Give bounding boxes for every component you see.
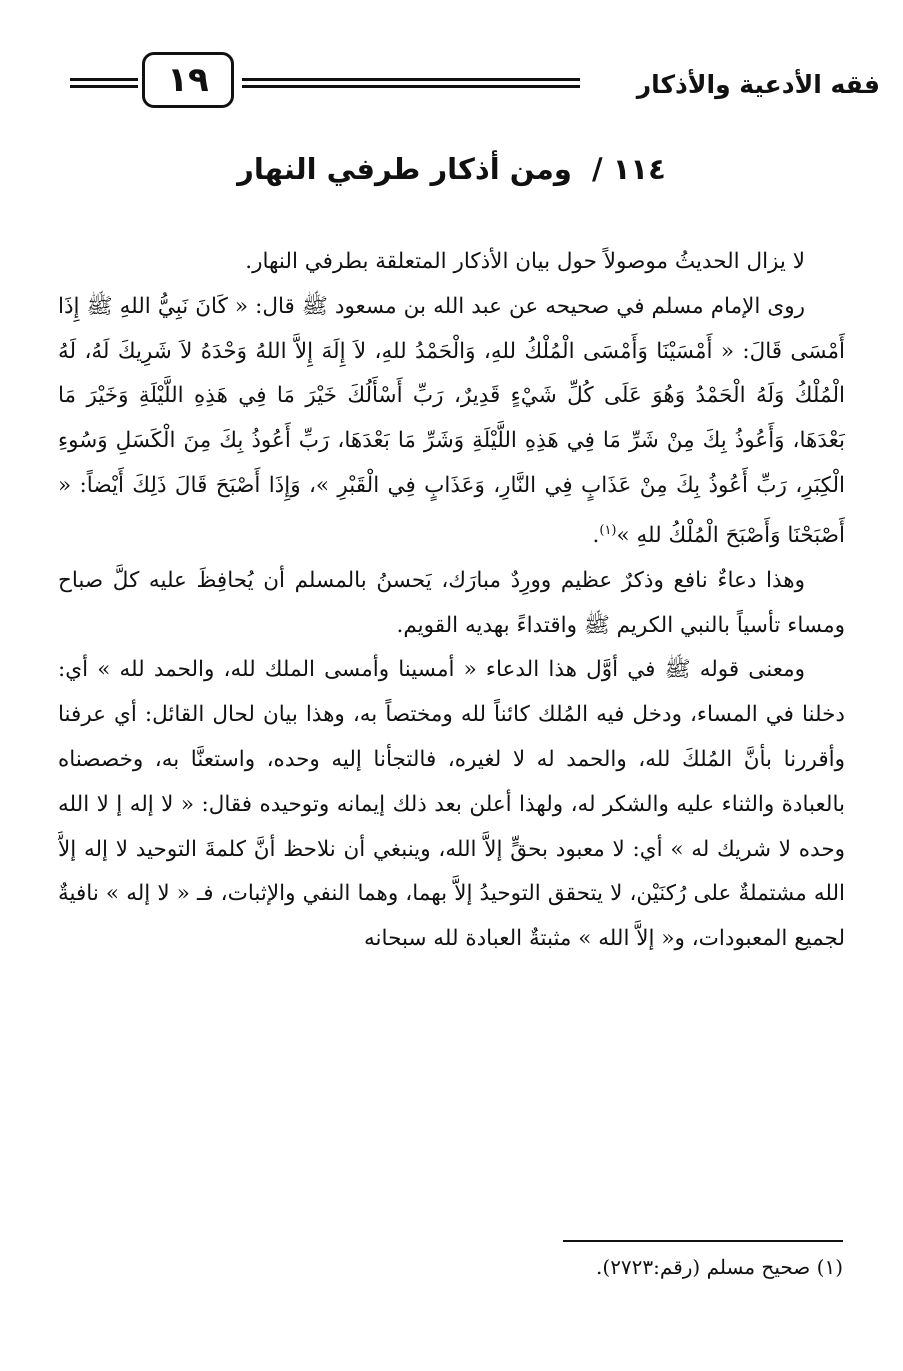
section-number: ١١٤ / bbox=[592, 152, 666, 186]
header-rule bbox=[70, 85, 138, 88]
page-header bbox=[70, 52, 880, 132]
section-heading: ومن أذكار طرفي النهار bbox=[237, 152, 572, 186]
header-rule bbox=[242, 85, 580, 88]
paragraph: وهذا دعاءٌ نافع وذكرٌ عظيم وورِدٌ مبارَك، يَحسنُ بالمسلم أن يُحافِظَ عليه كلَّ صباح ومساء تأسياً بالنبي الكريم ﷺ واقتداءً بهديه القويم. bbox=[58, 567, 845, 638]
footnote: (١) صحيح مسلم (رقم:٢٧٢٣). bbox=[596, 1255, 843, 1279]
body-text bbox=[58, 240, 845, 1220]
footnote-marker: (١) bbox=[599, 522, 617, 538]
book-title: فقه الأدعية والأذكار bbox=[636, 70, 880, 99]
header-rule bbox=[242, 78, 580, 81]
paragraph: لا يزال الحديثُ موصولاً حول بيان الأذكار المتعلقة بطرفي النهار. bbox=[245, 249, 805, 274]
header-rule bbox=[70, 78, 138, 81]
section-title bbox=[150, 152, 753, 186]
paragraph-text: روى الإمام مسلم في صحيحه عن عبد الله بن مسعود ﷺ قال: « كَانَ نَبِيُّ اللهِ ﷺ إِذَا أَمْسَى قَالَ: « أَمْسَيْنَا وَأَمْسَى الْمُلْكُ للهِ، وَالْحَمْدُ للهِ، لاَ إِلَهَ إِلاَّ اللهُ وَحْدَهُ لاَ شَرِيكَ لَهُ، لَهُ الْمُلْكُ وَلَهُ الْحَمْدُ وَهُوَ عَلَى كُلِّ شَيْءٍ قَدِيرٌ، رَبِّ أَسْأَلُكَ خَيْرَ مَا فِي هَذِهِ اللَّيْلَةِ وَخَيْرَ مَا بَعْدَهَا، وَأَعُوذُ بِكَ مِنْ شَرِّ مَا فِي هَذِهِ اللَّيْلَةِ وَشَرِّ مَا بَعْدَهَا، رَبِّ أَعُوذُ بِكَ مِنَ الْكَسَلِ وَسُوءِ الْكِبَرِ، رَبِّ أَعُوذُ بِكَ مِنْ عَذَابٍ فِي النَّارِ، وَعَذَابٍ فِي الْقَبْرِ »، وَإِذَا أَصْبَحَ قَالَ ذَلِكَ أَيْضاً: « أَصْبَحْنَا وَأَصْبَحَ الْمُلْكُ للهِ » bbox=[58, 293, 845, 548]
page-number: ١٩ bbox=[142, 52, 234, 108]
footnote-rule bbox=[563, 1240, 843, 1242]
paragraph: روى الإمام مسلم في صحيحه عن عبد الله بن مسعود ﷺ قال: « كَانَ نَبِيُّ اللهِ ﷺ إِذَا أَمْسَى قَالَ: « أَمْسَيْنَا وَأَمْسَى الْمُلْكُ للهِ، وَالْحَمْدُ للهِ، لاَ إِلَهَ إِلاَّ اللهُ وَحْدَهُ لاَ شَرِيكَ لَهُ، لَهُ الْمُلْكُ وَلَهُ الْحَمْدُ وَهُوَ عَلَى كُلِّ شَيْءٍ قَدِيرٌ، رَبِّ أَسْأَلُكَ خَيْرَ مَا فِي هَذِهِ اللَّيْلَةِ وَخَيْرَ مَا بَعْدَهَا، وَأَعُوذُ بِكَ مِنْ شَرِّ مَا فِي هَذِهِ اللَّيْلَةِ وَشَرِّ مَا بَعْدَهَا، رَبِّ أَعُوذُ بِكَ مِنَ الْكَسَلِ وَسُوءِ الْكِبَرِ، رَبِّ أَعُوذُ بِكَ مِنْ عَذَابٍ فِي النَّارِ، وَعَذَابٍ فِي الْقَبْرِ »، وَإِذَا أَصْبَحَ قَالَ ذَلِكَ أَيْضاً: « أَصْبَحْنَا وَأَصْبَحَ الْمُلْكُ للهِ »$^{(١)}$. bbox=[58, 293, 845, 548]
paragraph: ومعنى قوله ﷺ في أوَّل هذا الدعاء « أمسينا وأمسى الملك لله، والحمد لله » أي: دخلنا في المساء، ودخل فيه المُلك كائناً لله ومختصاً به، وهذا بيان لحال القائل: أي عرفنا وأقررنا بأنَّ المُلكَ لله، والحمد له لا لغيره، فالتجأنا إليه وحده، واستعنَّا به، وخصصناه بالعبادة والثناء عليه والشكر له، ولهذا أعلن بعد ذلك إيمانه وتوحيده فقال: « لا إله إ لا الله وحده لا شريك له » أي: لا معبود بحقٍّ إلاَّ الله، وينبغي أن نلاحظ أنَّ كلمةَ التوحيد لا إله إلاَّ الله مشتملةٌ على رُكنَيْن، لا يتحقق التوحيدُ إلاَّ بهما، وهما النفي والإثبات، فـ « لا إله » نافيةٌ لجميع المعبودات، و« إلاَّ الله » مثبتةٌ العبادة لله سبحانه bbox=[58, 657, 845, 952]
